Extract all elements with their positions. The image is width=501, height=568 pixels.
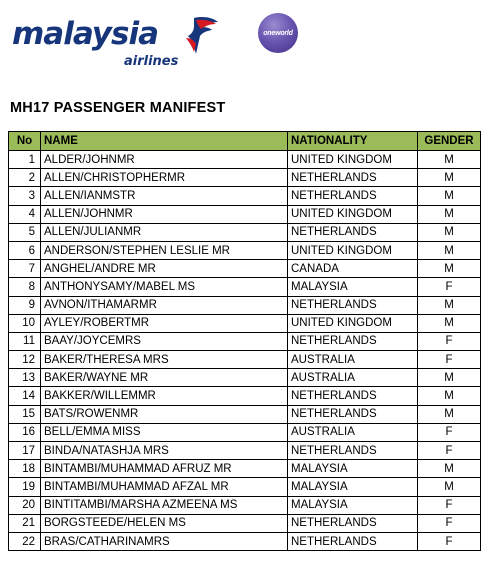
cell-no: 2 (9, 169, 41, 187)
cell-no: 21 (9, 514, 41, 532)
cell-no: 20 (9, 496, 41, 514)
cell-no: 11 (9, 332, 41, 350)
cell-nationality: MALAYSIA (288, 278, 418, 296)
cell-nationality: CANADA (288, 260, 418, 278)
cell-nationality: NETHERLANDS (288, 387, 418, 405)
cell-name: BINTAMBI/MUHAMMAD AFZAL MR (41, 478, 288, 496)
cell-name: ALLEN/JOHNMR (41, 205, 288, 223)
cell-gender: M (418, 187, 481, 205)
cell-no: 10 (9, 314, 41, 332)
cell-nationality: NETHERLANDS (288, 332, 418, 350)
cell-gender: F (418, 278, 481, 296)
cell-no: 18 (9, 460, 41, 478)
cell-no: 1 (9, 151, 41, 169)
table-row (9, 478, 481, 496)
cell-no: 8 (9, 278, 41, 296)
table-row (9, 187, 481, 205)
cell-name: AVNON/ITHAMARMR (41, 296, 288, 314)
table-row (9, 205, 481, 223)
table-row (9, 241, 481, 259)
cell-no: 12 (9, 351, 41, 369)
column-header-name: NAME (41, 132, 288, 151)
cell-nationality: MALAYSIA (288, 478, 418, 496)
cell-no: 17 (9, 442, 41, 460)
table-row (9, 296, 481, 314)
cell-name: ALLEN/IANMSTR (41, 187, 288, 205)
cell-name: AYLEY/ROBERTMR (41, 314, 288, 332)
table-row (9, 260, 481, 278)
cell-name: BINDA/NATASHJA MRS (41, 442, 288, 460)
cell-gender: F (418, 442, 481, 460)
column-header-gender: GENDER (418, 132, 481, 151)
cell-name: ALDER/JOHNMR (41, 151, 288, 169)
cell-nationality: MALAYSIA (288, 460, 418, 478)
cell-name: BINTITAMBI/MARSHA AZMEENA MS (41, 496, 288, 514)
cell-nationality: NETHERLANDS (288, 296, 418, 314)
cell-nationality: NETHERLANDS (288, 442, 418, 460)
brand-subtitle: airlines (124, 54, 179, 69)
cell-gender: M (418, 169, 481, 187)
cell-gender: M (418, 151, 481, 169)
table-row (9, 369, 481, 387)
table-row (9, 314, 481, 332)
cell-nationality: NETHERLANDS (288, 514, 418, 532)
cell-gender: M (418, 478, 481, 496)
cell-nationality: AUSTRALIA (288, 351, 418, 369)
cell-gender: M (418, 223, 481, 241)
column-header-no: No (9, 132, 41, 151)
cell-gender: M (418, 260, 481, 278)
cell-no: 22 (9, 532, 41, 550)
table-row (9, 514, 481, 532)
cell-no: 13 (9, 369, 41, 387)
cell-gender: M (418, 296, 481, 314)
cell-no: 4 (9, 205, 41, 223)
oneworld-text: oneworld (263, 29, 293, 37)
document-title: MH17 PASSENGER MANIFEST (10, 100, 226, 116)
table-row (9, 223, 481, 241)
cell-gender: M (418, 205, 481, 223)
cell-name: BORGSTEEDE/HELEN MS (41, 514, 288, 532)
cell-nationality: NETHERLANDS (288, 223, 418, 241)
cell-nationality: AUSTRALIA (288, 423, 418, 441)
cell-no: 3 (9, 187, 41, 205)
cell-no: 15 (9, 405, 41, 423)
cell-nationality: AUSTRALIA (288, 369, 418, 387)
cell-gender: M (418, 460, 481, 478)
cell-name: BELL/EMMA MISS (41, 423, 288, 441)
table-row (9, 332, 481, 350)
table-header-row (9, 132, 481, 151)
oneworld-alliance-logo (258, 13, 298, 53)
cell-nationality: UNITED KINGDOM (288, 205, 418, 223)
cell-gender: F (418, 514, 481, 532)
cell-gender: M (418, 387, 481, 405)
table-row (9, 423, 481, 441)
brand-wordmark: malaysia (12, 16, 159, 52)
table-row (9, 442, 481, 460)
cell-nationality: NETHERLANDS (288, 532, 418, 550)
cell-name: ANGHEL/ANDRE MR (41, 260, 288, 278)
cell-gender: F (418, 423, 481, 441)
table-row (9, 387, 481, 405)
cell-gender: F (418, 532, 481, 550)
cell-no: 6 (9, 241, 41, 259)
cell-name: BAKER/THERESA MRS (41, 351, 288, 369)
passenger-table (8, 131, 481, 551)
cell-no: 16 (9, 423, 41, 441)
cell-gender: F (418, 351, 481, 369)
table-row (9, 496, 481, 514)
cell-no: 14 (9, 387, 41, 405)
malaysia-airlines-logo (12, 14, 212, 74)
cell-name: BAAY/JOYCEMRS (41, 332, 288, 350)
cell-nationality: UNITED KINGDOM (288, 314, 418, 332)
table-row (9, 278, 481, 296)
cell-name: BRAS/CATHARINAMRS (41, 532, 288, 550)
wau-kite-icon (172, 14, 222, 58)
cell-gender: M (418, 314, 481, 332)
cell-gender: M (418, 241, 481, 259)
cell-name: BAKER/WAYNE MR (41, 369, 288, 387)
cell-nationality: UNITED KINGDOM (288, 241, 418, 259)
cell-gender: M (418, 369, 481, 387)
cell-name: ANTHONYSAMY/MABEL MS (41, 278, 288, 296)
cell-no: 19 (9, 478, 41, 496)
cell-name: BINTAMBI/MUHAMMAD AFRUZ MR (41, 460, 288, 478)
table-row (9, 351, 481, 369)
cell-nationality: NETHERLANDS (288, 169, 418, 187)
cell-gender: M (418, 405, 481, 423)
table-row (9, 169, 481, 187)
cell-name: ALLEN/CHRISTOPHERMR (41, 169, 288, 187)
cell-name: ALLEN/JULIANMR (41, 223, 288, 241)
table-row (9, 532, 481, 550)
cell-nationality: NETHERLANDS (288, 187, 418, 205)
cell-gender: F (418, 496, 481, 514)
table-row (9, 405, 481, 423)
cell-nationality: UNITED KINGDOM (288, 151, 418, 169)
cell-name: BATS/ROWENMR (41, 405, 288, 423)
cell-no: 5 (9, 223, 41, 241)
cell-nationality: NETHERLANDS (288, 405, 418, 423)
cell-name: ANDERSON/STEPHEN LESLIE MR (41, 241, 288, 259)
cell-no: 7 (9, 260, 41, 278)
cell-no: 9 (9, 296, 41, 314)
cell-gender: F (418, 332, 481, 350)
column-header-nationality: NATIONALITY (288, 132, 418, 151)
cell-name: BAKKER/WILLEMMR (41, 387, 288, 405)
table-row (9, 460, 481, 478)
cell-nationality: MALAYSIA (288, 496, 418, 514)
table-row (9, 151, 481, 169)
